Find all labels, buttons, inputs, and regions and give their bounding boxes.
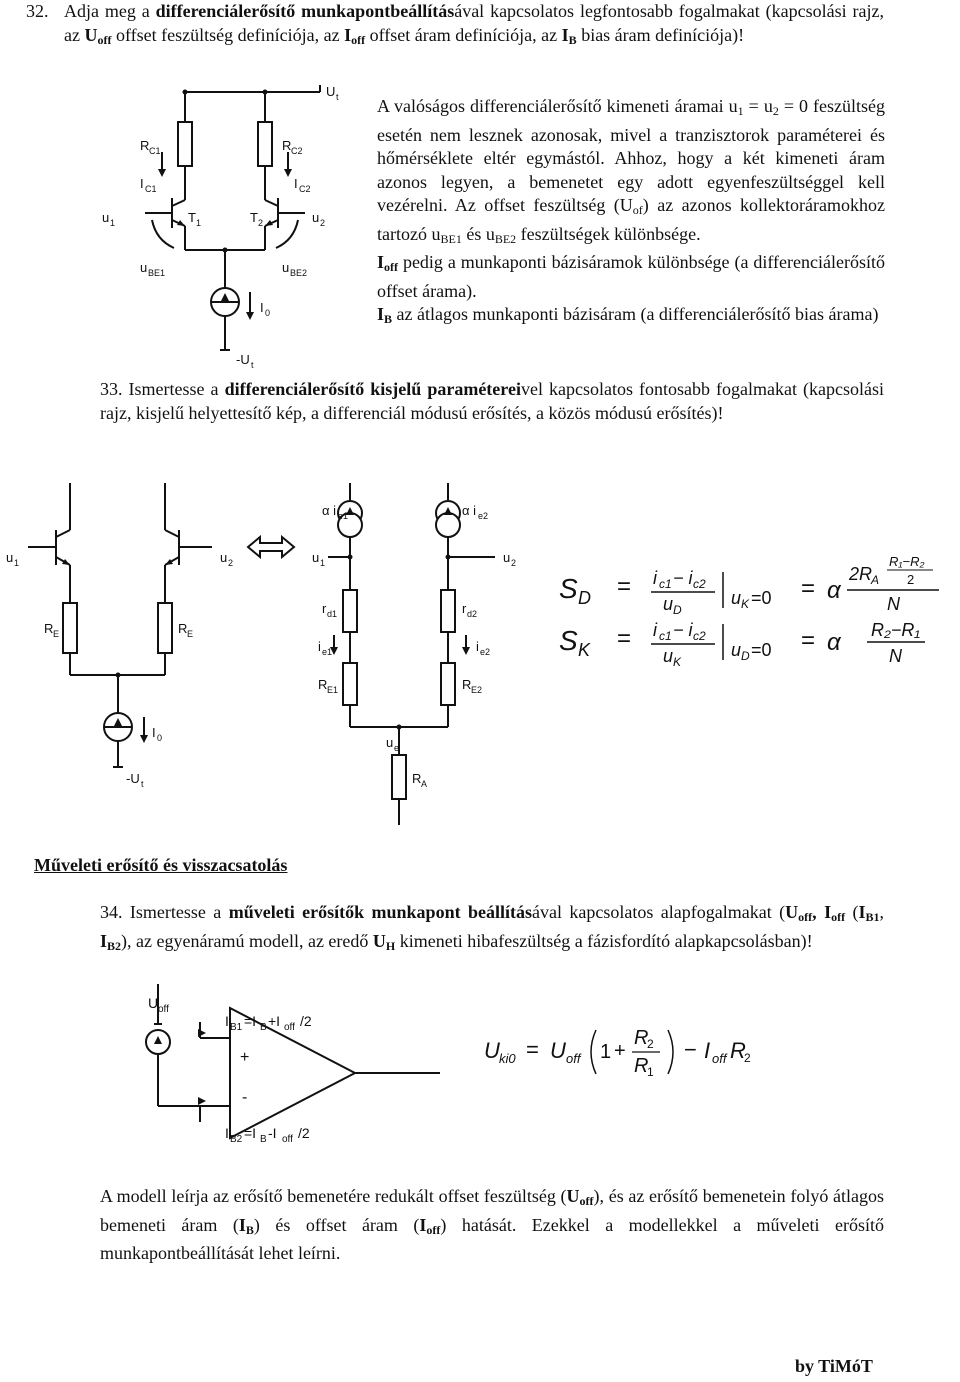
f34-plus: +	[614, 1040, 626, 1062]
c2-label-re-right: R	[178, 621, 188, 636]
expl-text: pedig a munkaponti bázisáramok különbsége (a differenciálerősítő offset árama).	[377, 252, 885, 301]
f34-r2-sub: 2	[647, 1037, 654, 1051]
c2-label-re-left-sub: E	[53, 629, 60, 639]
q34-text: (	[845, 902, 859, 922]
c2-label-i0-sub: 0	[157, 733, 163, 743]
q34-h-sub: H	[385, 938, 396, 953]
formula-num: i	[653, 568, 657, 588]
formula-2ra-sub: A	[871, 573, 880, 587]
label-ic2: I	[294, 176, 298, 191]
formula-num-minus: − i	[673, 568, 693, 588]
closing-text: A modell leírja az erősítő bemenetére redukált offset feszültség (	[100, 1186, 567, 1206]
closing-off-sub: off	[426, 1222, 441, 1237]
ioff-label: I	[377, 252, 385, 272]
q32-bold: differenciálerősítő munkapontbeállítás	[155, 1, 455, 21]
c2-label-ie2: i	[476, 639, 479, 654]
f34-r1-sub: 1	[647, 1065, 654, 1079]
label-ut-sub: t	[336, 92, 339, 102]
expl-sub: BE1	[440, 231, 462, 246]
closing-ioff: I	[419, 1214, 427, 1235]
c2-label-ra: R	[412, 771, 422, 786]
diff-amp-circuit	[100, 80, 360, 370]
c2-label-minus-ut-sub: t	[141, 779, 144, 789]
q34-uh: U	[372, 930, 386, 951]
f34-u: U	[484, 1038, 500, 1063]
q34-bold: műveleti erősítők munkapont beállítás	[228, 902, 532, 922]
c3-label-uoff: U	[148, 995, 159, 1011]
q34-ioff: I	[824, 902, 832, 922]
c2-label-aie2: α i	[462, 503, 477, 518]
formula-cond-val: =0	[751, 588, 772, 608]
c3-label-ib1-end: /2	[300, 1013, 312, 1029]
q32-b-sub: B	[568, 32, 577, 47]
q33-bold: differenciálerősítő kisjelű paraméterei	[224, 379, 521, 399]
formula-cond: u	[731, 640, 742, 660]
q34-text: ), az egyenáramú modell, az eredő	[121, 930, 369, 951]
q34-text: Ismertesse a	[129, 902, 222, 922]
formula-den-sub: D	[673, 603, 682, 617]
closing-b-sub: B	[245, 1222, 254, 1237]
c2-eq-label-u1: u	[312, 550, 320, 565]
c3-label-uoff-sub: off	[158, 1004, 169, 1015]
formula-alpha: α	[827, 629, 841, 656]
q33-text: vel kapcsolatos fontosabb fogalmakat (kapcsolási rajz, kisjelű helyettesítő kép, a differenciál módusú erősítés, a közös módusú erősítés)!	[100, 379, 885, 423]
label-rc2-sub: C2	[291, 146, 303, 156]
c3-minus-sign: -	[242, 1089, 248, 1106]
q32-text: bias áram definíciója)!	[581, 24, 745, 45]
label-u2-sub: 2	[320, 218, 326, 228]
formula-cond-sub: K	[741, 597, 750, 611]
c3-label-ib1-tail: +I	[268, 1013, 281, 1029]
formula-num-sub: c2	[693, 577, 706, 591]
q34-ib1: I	[858, 902, 866, 922]
label-i0-sub: 0	[265, 308, 271, 318]
q34-b2-sub: B2	[107, 938, 122, 953]
f34-eq: =	[526, 1037, 539, 1062]
c2-label-re1-sub: E1	[327, 685, 339, 695]
closing-text: ) és offset áram (	[253, 1214, 420, 1235]
ib-label: I	[377, 304, 385, 324]
c2-label-ue: u	[386, 735, 394, 750]
c3-label-ib1-b: B	[260, 1022, 267, 1033]
c2-eq-label-u2-sub: 2	[511, 558, 517, 568]
q32-ib: I	[561, 24, 569, 45]
q32-off-sub: off	[351, 32, 366, 47]
c3-label-ib2-off: off	[282, 1134, 293, 1145]
c2-label-ue-sub: e	[394, 743, 400, 753]
c3-label-ib2-rest: =I	[244, 1125, 257, 1141]
c2-label-re-left: R	[44, 621, 54, 636]
f34-minus: −	[684, 1037, 697, 1062]
c3-label-ib1-off: off	[284, 1022, 295, 1033]
formula-frac2-num: R₂−R₁	[871, 620, 921, 640]
closing-ib: I	[238, 1214, 246, 1235]
c2-eq-label-u1-sub: 1	[320, 558, 326, 568]
formula-frac-num: R₁−R₂	[889, 554, 925, 569]
formula-eq: =	[801, 627, 816, 654]
formula-num: i	[653, 620, 657, 640]
label-t2: T	[250, 210, 258, 225]
expl-sub: BE2	[494, 231, 517, 246]
f34-ioff: I	[704, 1038, 711, 1063]
expl-text: A valóságos differenciálerősítő kimeneti áramai u	[377, 96, 738, 116]
q33-text: Ismertesse a	[128, 379, 219, 399]
c3-label-ib1-rest: =I	[244, 1013, 257, 1029]
question-number: 32.	[26, 1, 49, 21]
label-t1-sub: 1	[196, 218, 202, 228]
label-minus-ut: -U	[236, 352, 250, 367]
label-i0: I	[260, 300, 264, 315]
q32-uoff: U	[84, 24, 98, 45]
expl-text: ) az azonos kollektoráramokhoz tartozó u	[377, 195, 885, 244]
c2-label-u1-sub: 1	[14, 558, 20, 568]
c2-label-rd2: r	[462, 601, 467, 616]
closing-paragraph	[100, 1185, 884, 1266]
q34-text: kimeneti hibafeszültség a fázisfordító alapkapcsolásban)!	[399, 930, 813, 951]
formula-num-sub: c1	[659, 577, 672, 591]
f34-off: off	[566, 1051, 581, 1066]
c2-label-ra-sub: A	[421, 779, 428, 789]
expl-text: = u	[743, 96, 773, 116]
label-t2-sub: 2	[258, 218, 264, 228]
c2-label-u2: u	[220, 550, 228, 565]
c2-label-aie2-sub: e2	[478, 511, 489, 521]
q34-text: ával kapcsolatos alapfogalmakat (	[532, 902, 786, 922]
label-ube2-sub: BE2	[290, 268, 308, 278]
output-error-formula	[482, 1022, 782, 1082]
c3-label-ib2-tail: -I	[268, 1125, 277, 1141]
expl-text: az átlagos munkaponti bázisáram (a differenciálerősítő bias árama)	[392, 304, 879, 324]
q32-explanation: A valóságos differenciálerősítő kimeneti áramai $u_1 = u_2 = 0$ feszültség esetén nem lesznek azonosak, mivel a tranzisztorok paraméterei és hőmérséklete eltér egymástól. Ahhoz, hogy a két kimeneti áram azonos legyen, a bemenetet egy adott egyenfeszültséggel kell vezérelni. Az offset feszültség $(U_{of})$ az azonos kollektoráramokhoz tartozó $u_{BE1}$ és $u_{BE2}$ feszültségek különbsége. Ioff pedig a munkaponti bázisáramok különbsége (a differenciálerősítő offset árama). IB az átlagos munkaponti bázisáram (a differenciálerősítő bias árama)	[377, 96, 885, 326]
formula-num-sub: c1	[659, 629, 672, 643]
f34-r2b-sub: 2	[744, 1051, 751, 1065]
formula-sd: S	[559, 573, 578, 604]
ib-sub: B	[384, 312, 393, 326]
q34-comma: ,	[812, 902, 817, 922]
question-32	[26, 0, 884, 52]
formula-n: N	[887, 594, 900, 614]
expl-text: = 0 feszültség esetén nem lesznek azonosak, mivel a tranzisztorok paraméterei és hőmérséklete eltér egymástól. Ahhoz, hogy a két kimeneti áram azonos legyen, a bemenetet egy adott egyenfeszültséggel kell vezérelni. Az offset feszültség (U	[377, 96, 885, 215]
f34-uoff: U	[550, 1038, 566, 1063]
expl-text: és u	[461, 223, 495, 244]
formula-den-sub: K	[673, 655, 682, 669]
q34-uoff: U	[785, 902, 799, 922]
c2-label-rd2-sub: d2	[467, 609, 478, 619]
label-ube1-sub: BE1	[148, 268, 166, 278]
q34-text: ,	[879, 902, 885, 922]
question-34	[100, 901, 884, 958]
c2-label-re2: R	[462, 677, 472, 692]
formula-sk-sub: K	[578, 640, 591, 660]
label-t1: T	[188, 210, 196, 225]
label-ic1: I	[140, 176, 144, 191]
label-ube2: u	[282, 260, 290, 275]
expl-sub: of	[632, 203, 643, 217]
formula-sd-sub: D	[578, 588, 591, 608]
expl-text: feszültségek különbsége.	[516, 223, 701, 244]
c2-label-rd1-sub: d1	[327, 609, 338, 619]
label-u1-sub: 1	[110, 218, 116, 228]
c2-label-rd1: r	[322, 601, 327, 616]
f34-r1: R	[634, 1055, 649, 1077]
label-ic2-sub: C2	[299, 184, 311, 194]
c2-label-ie1: i	[318, 639, 321, 654]
formula-num-sub: c2	[693, 629, 706, 643]
closing-uoff: U	[566, 1186, 580, 1206]
closing-text: ), és az erősítő bemenetein folyó átlagos bemeneti áram (	[100, 1186, 884, 1235]
formula-eq: =	[617, 573, 632, 600]
c2-label-minus-ut: -U	[126, 771, 140, 786]
gain-formulas	[555, 550, 960, 670]
closing-text: ) hatását. Ezekkel a modellekkel a műveleti erősítő munkapontbeállítását lehet leírni.	[100, 1214, 884, 1263]
question-number: 33.	[100, 379, 123, 399]
closing-off-sub: off	[579, 1194, 594, 1208]
c2-label-aie1: α i	[322, 503, 337, 518]
f34-ki0: ki0	[499, 1051, 516, 1066]
q32-text: offset áram definíciója, az	[369, 24, 558, 45]
question-33	[100, 378, 884, 425]
q34-off-sub: off	[798, 910, 813, 924]
f34-one: 1	[600, 1041, 612, 1063]
label-minus-ut-sub: t	[251, 360, 254, 370]
formula-cond-val: =0	[751, 640, 772, 660]
label-ube1: u	[140, 260, 148, 275]
author-signature: by TiMóT	[795, 1356, 873, 1376]
c3-label-ib1-sub: B1	[230, 1022, 243, 1033]
f34-r2b: R	[730, 1038, 746, 1063]
q34-ib2: I	[100, 930, 108, 951]
q32-off-sub: off	[97, 32, 112, 47]
q32-text: ával kapcsolatos legfontosabb fogalmakat (kapcsolási rajz, az	[64, 1, 884, 45]
opamp-dc-model	[130, 978, 450, 1148]
c2-label-aie1-sub: e1	[338, 511, 349, 521]
formula-frac-den: 2	[907, 572, 915, 587]
formula-num-minus: − i	[673, 620, 693, 640]
formula-sk: S	[559, 625, 578, 656]
formula-den: u	[663, 594, 674, 614]
q34-off-sub: off	[831, 910, 846, 924]
small-signal-circuits	[0, 475, 560, 835]
c3-label-ib2-end: /2	[298, 1125, 310, 1141]
question-number: 34.	[100, 902, 123, 922]
c2-label-u2-sub: 2	[228, 558, 234, 568]
c3-label-ib1: I	[225, 1013, 229, 1029]
label-ic1-sub: C1	[145, 184, 157, 194]
label-rc1-sub: C1	[149, 146, 161, 156]
c2-label-re2-sub: E2	[471, 685, 483, 695]
f34-r2: R	[634, 1027, 649, 1049]
formula-alpha: α	[827, 577, 841, 604]
formula-n: N	[889, 646, 902, 666]
label-u1: u	[102, 210, 110, 225]
f34-ioff-sub: off	[712, 1051, 727, 1066]
formula-cond: u	[731, 588, 742, 608]
c2-label-ie1-sub: e1	[322, 647, 333, 657]
label-u2: u	[312, 210, 320, 225]
c2-label-i0: I	[152, 725, 156, 740]
c2-label-u1: u	[6, 550, 14, 565]
label-rc2: R	[282, 138, 292, 153]
c3-plus-sign: +	[240, 1049, 250, 1066]
formula-eq: =	[617, 625, 632, 652]
q32-text: offset feszültség definíciója, az	[115, 24, 340, 45]
q34-b1-sub: B1	[865, 910, 880, 924]
formula-2ra: 2R	[849, 564, 873, 584]
formula-cond-sub: D	[741, 649, 750, 663]
label-ut: U	[326, 84, 336, 99]
c2-label-ie2-sub: e2	[480, 647, 491, 657]
section-heading: Műveleti erősítő és visszacsatolás	[34, 855, 288, 875]
c3-label-ib2-b: B	[260, 1134, 267, 1145]
formula-eq: =	[801, 575, 816, 602]
label-rc1: R	[140, 138, 150, 153]
q32-text: Adja meg a	[64, 1, 150, 21]
ioff-sub: off	[384, 260, 399, 274]
c2-eq-label-u2: u	[503, 550, 511, 565]
q32-ioff: I	[344, 24, 352, 45]
formula-den: u	[663, 646, 674, 666]
c2-label-re-right-sub: E	[187, 629, 194, 639]
c2-label-re1: R	[318, 677, 328, 692]
c3-label-ib2: I	[225, 1125, 229, 1141]
c3-label-ib2-sub: B2	[230, 1134, 243, 1145]
